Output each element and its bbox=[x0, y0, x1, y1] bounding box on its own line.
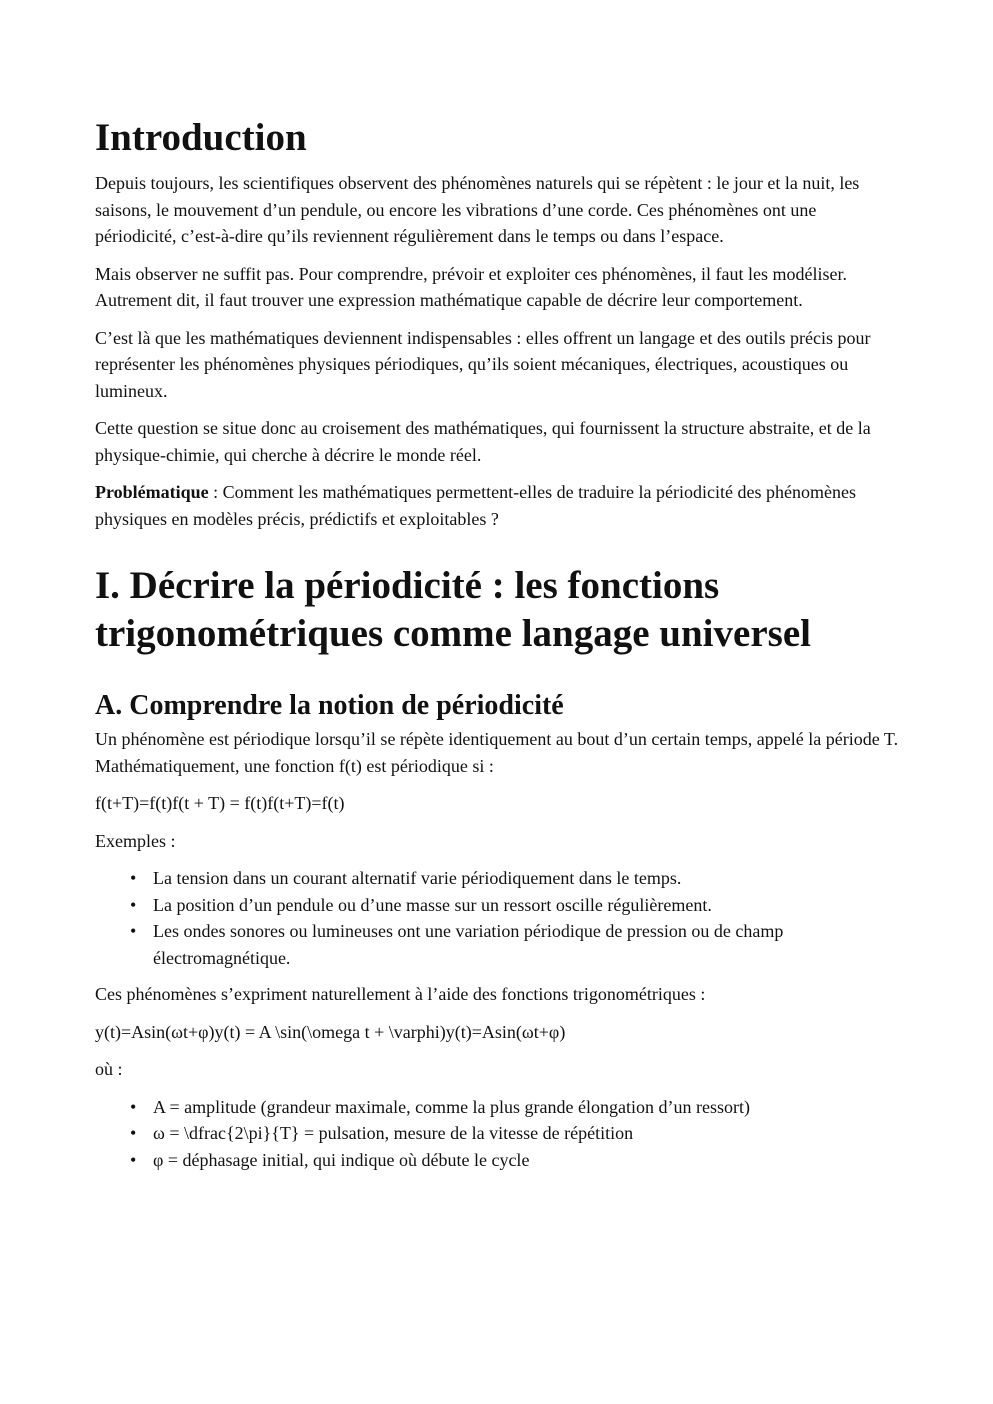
periodicity-definition-line-1: Un phénomène est périodique lorsqu’il se répète identiquement au bout d’un certain temps, appelé la période T. bbox=[95, 729, 899, 749]
definition-item-pulsation: • ω = \dfrac{2\pi}{T} = pulsation, mesure de la vitesse de répétition bbox=[153, 1120, 900, 1147]
examples-list bbox=[95, 865, 900, 971]
where-label: où : bbox=[95, 1059, 123, 1079]
problem-text: : Comment les mathématiques permettent-elles de traduire la périodicité des phénomènes physiques en modèles précis, prédictifs et exploitables ? bbox=[95, 482, 856, 529]
problem-label: Problématique bbox=[95, 482, 209, 502]
intro-paragraph-1: Depuis toujours, les scientifiques observent des phénomènes naturels qui se répètent : le jour et la nuit, les saisons, le mouvement d’un pendule, ou encore les vibrations d’une corde. Ces phénomènes ont une périodicité, c’est-à-dire qu’ils reviennent régulièrement dans le temps ou dans l’espace. bbox=[95, 173, 860, 246]
intro-heading: Introduction bbox=[95, 116, 307, 159]
intro-paragraph-4: Cette question se situe donc au croisement des mathématiques, qui fournissent la structure abstraite, et de la physique-chimie, qui cherche à décrire le monde réel. bbox=[95, 418, 871, 465]
formula-periodicity: f(t+T)=f(t)f(t + T) = f(t)f(t+T)=f(t) bbox=[95, 793, 345, 813]
section-1-heading bbox=[95, 562, 900, 658]
problem-statement bbox=[95, 479, 900, 532]
periodicity-definition bbox=[95, 726, 900, 779]
definition-item-amplitude: • A = amplitude (grandeur maximale, comme la plus grande élongation d’un ressort) bbox=[153, 1094, 900, 1121]
document-body bbox=[95, 114, 900, 1183]
example-item: • Les ondes sonores ou lumineuses ont une variation périodique de pression ou de champ électromagnétique. bbox=[153, 918, 900, 971]
formula-sinusoid: y(t)=Asin(ωt+φ)y(t) = A \sin(\omega t + \varphi)y(t)=Asin(ωt+φ) bbox=[95, 1021, 566, 1042]
trig-intro-paragraph: Ces phénomènes s’expriment naturellement à l’aide des fonctions trigonométriques : bbox=[95, 984, 706, 1004]
definition-item-phase: • φ = déphasage initial, qui indique où débute le cycle bbox=[153, 1147, 900, 1174]
example-item: • La position d’un pendule ou d’une masse sur un ressort oscille régulièrement. bbox=[153, 892, 900, 919]
intro-paragraph-2: Mais observer ne suffit pas. Pour comprendre, prévoir et exploiter ces phénomènes, il faut les modéliser. Autrement dit, il faut trouver une expression mathématique capable de décrire leur comportement. bbox=[95, 263, 847, 310]
periodicity-definition-line-2: Mathématiquement, une fonction f(t) est périodique si : bbox=[95, 755, 494, 776]
definitions-list bbox=[95, 1094, 900, 1174]
section-1-heading-line-2: trigonométriques comme langage universel bbox=[95, 612, 811, 655]
subsection-a-heading: A. Comprendre la notion de périodicité bbox=[95, 690, 564, 721]
section-1-heading-line-1: I. Décrire la périodicité : les fonctions bbox=[95, 564, 720, 607]
examples-label: Exemples : bbox=[95, 830, 176, 851]
example-item: • La tension dans un courant alternatif varie périodiquement dans le temps. bbox=[153, 865, 900, 892]
intro-paragraph-3: C’est là que les mathématiques deviennent indispensables : elles offrent un langage et des outils précis pour représenter les phénomènes physiques périodiques, qu’ils soient mécaniques, électriques, acoustiques ou lumineux. bbox=[95, 327, 871, 401]
